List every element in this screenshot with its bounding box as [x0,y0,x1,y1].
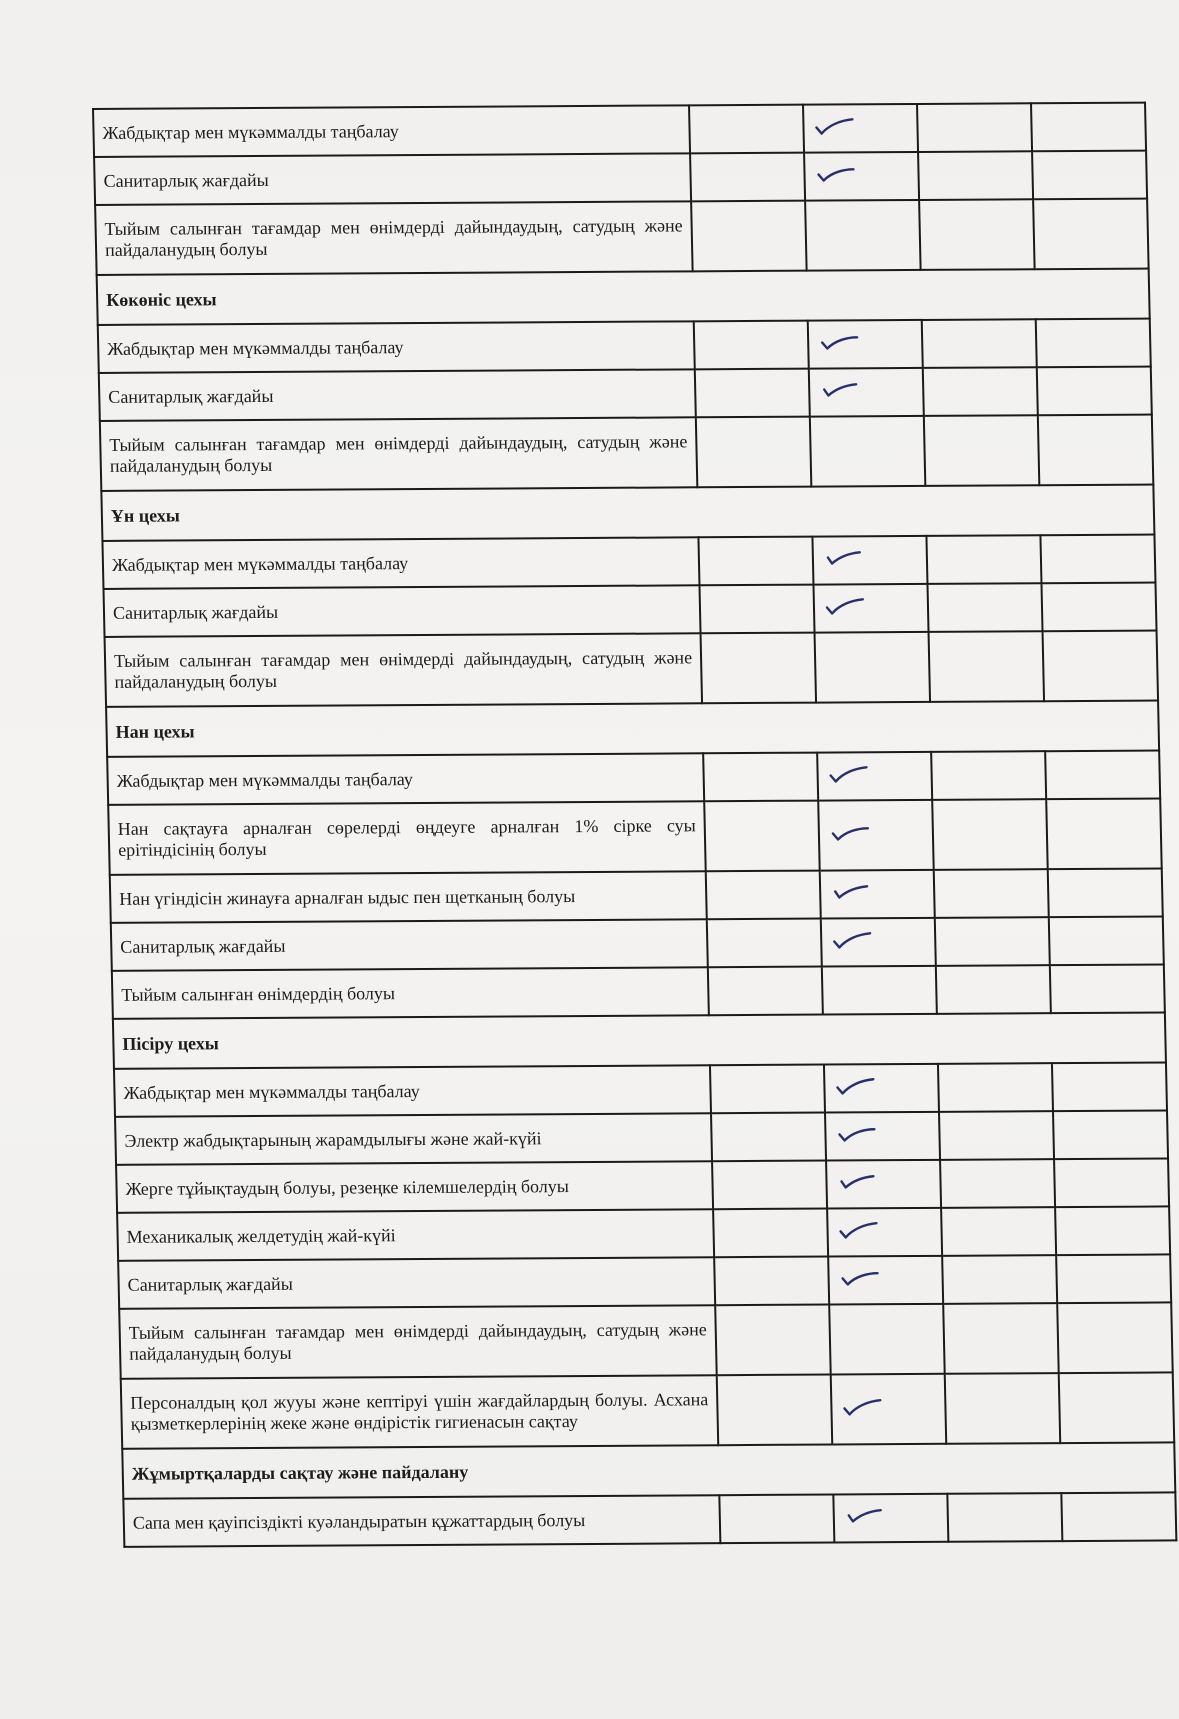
check-cell-4[interactable] [1061,1492,1176,1541]
section-header-row [113,1012,1166,1068]
check-cell-2[interactable] [815,632,931,703]
check-cell-2[interactable] [820,870,935,919]
check-cell-2[interactable] [809,368,924,417]
check-cell-4[interactable] [1036,319,1151,368]
check-cell-1[interactable] [710,1065,825,1114]
check-cell-4[interactable] [1059,1372,1175,1443]
section-title: Пісіру цехы [113,1012,1166,1068]
check-cell-2[interactable] [804,152,919,201]
row-description: Механикалық желдетудің жай-күйі [117,1209,714,1261]
row-description: Санитарлық жағдайы [118,1257,715,1309]
checklist-row [108,798,1162,874]
check-cell-1[interactable] [701,633,817,704]
check-cell-2[interactable] [818,800,934,871]
checklist-row [102,535,1155,589]
checklist-row [110,868,1163,922]
check-cell-3[interactable] [943,1303,1059,1374]
check-cell-3[interactable] [942,1255,1057,1304]
check-cell-1[interactable] [689,105,804,154]
check-cell-1[interactable] [698,537,813,586]
row-description: Жабдықтар мен мүкәммалды таңбалау [98,321,695,373]
checklist-row [100,415,1154,491]
check-cell-3[interactable] [923,367,1038,416]
check-cell-1[interactable] [714,1257,829,1306]
checklist-row [95,199,1149,275]
check-cell-4[interactable] [1038,415,1154,486]
checkmark-icon [834,1123,878,1145]
check-cell-2[interactable] [822,966,937,1015]
checkmark-icon [843,1505,887,1527]
check-cell-1[interactable] [690,153,805,202]
check-cell-3[interactable] [939,1111,1054,1160]
checklist-row [114,1062,1167,1116]
row-description: Тыйым салынған өнімдердің болуы [112,967,709,1019]
checkmark-icon [833,1075,877,1097]
row-description: Санитарлық жағдайы [111,919,708,971]
check-cell-2[interactable] [833,1494,948,1543]
row-description: Тыйым салынған тағамдар мен өнімдерді дайындаудың, сатудың және пайдаланудың болуы [119,1305,717,1379]
check-cell-1[interactable] [719,1494,834,1543]
check-cell-3[interactable] [917,103,1032,152]
check-cell-1[interactable] [691,201,807,272]
checklist-row [107,750,1160,804]
row-description: Тыйым салынған тағамдар мен өнімдерді дайындаудың, сатудың және пайдаланудың болуы [105,633,703,707]
row-description: Санитарлық жағдайы [99,369,696,421]
checklist-row [93,103,1146,157]
check-cell-1[interactable] [694,321,809,370]
check-cell-3[interactable] [932,799,1048,870]
check-cell-4[interactable] [1033,199,1149,270]
checkmark-icon [817,331,861,353]
check-cell-2[interactable] [808,320,923,369]
row-description: Жабдықтар мен мүкәммалды таңбалау [93,105,690,157]
checklist-row [116,1158,1169,1212]
check-cell-2[interactable] [812,536,927,585]
check-cell-4[interactable] [1043,631,1159,702]
check-cell-1[interactable] [703,753,818,802]
check-cell-1[interactable] [712,1161,827,1210]
check-cell-4[interactable] [1032,151,1147,200]
check-cell-1[interactable] [711,1113,826,1162]
check-cell-2[interactable] [805,200,921,271]
checkmark-icon [837,1267,881,1289]
check-cell-2[interactable] [831,1374,947,1445]
check-cell-4[interactable] [1040,535,1155,584]
check-cell-3[interactable] [929,631,1045,702]
check-cell-1[interactable] [707,919,822,968]
checklist-row [121,1372,1175,1448]
checkmark-icon [828,822,872,844]
check-cell-1[interactable] [699,585,814,634]
check-cell-4[interactable] [1041,583,1156,632]
checklist-row [103,583,1156,637]
check-cell-4[interactable] [1056,1254,1171,1303]
check-cell-2[interactable] [821,918,936,967]
row-description: Санитарлық жағдайы [94,153,691,205]
section-title: Нан цехы [106,700,1159,756]
row-description: Нан үгіндісін жинауға арналған ыдыс пен щетканың болуы [110,871,707,923]
checklist-sheet [92,102,1123,1548]
check-cell-4[interactable] [1054,1158,1169,1207]
check-cell-3[interactable] [940,1159,1055,1208]
checkmark-icon [840,1396,884,1418]
checkmark-icon [823,595,867,617]
checklist-row [119,1302,1173,1378]
checkmark-icon [812,115,856,137]
check-cell-2[interactable] [813,584,928,633]
check-cell-1[interactable] [717,1375,833,1446]
row-description: Сапа мен қауіпсіздікті куәландыратын құжаттардың болуы [123,1495,720,1547]
checklist-row [105,631,1159,707]
checklist-row [112,964,1165,1018]
check-cell-3[interactable] [926,535,1041,584]
check-cell-3[interactable] [941,1207,1056,1256]
section-header-row [97,269,1150,325]
check-cell-3[interactable] [938,1063,1053,1112]
checklist-row [98,319,1151,373]
check-cell-4[interactable] [1031,103,1146,152]
checkmark-icon [826,763,870,785]
checkmark-icon [835,1171,879,1193]
check-cell-4[interactable] [1037,367,1152,416]
checklist-row [123,1492,1176,1546]
checkmark-icon [813,163,857,185]
check-cell-2[interactable] [828,1256,943,1305]
check-cell-3[interactable] [945,1373,1061,1444]
check-cell-4[interactable] [1045,750,1160,799]
section-title: Көкөніс цехы [97,269,1150,325]
check-cell-1[interactable] [708,967,823,1016]
check-cell-3[interactable] [936,965,1051,1014]
row-description: Тыйым салынған тағамдар мен өнімдерді дайындаудың, сатудың және пайдаланудың болуы [100,417,698,491]
row-description: Жерге тұйықтаудың болуы, резеңке кілемшелердің болуы [116,1161,713,1213]
check-cell-3[interactable] [931,751,1046,800]
section-header-row [122,1442,1175,1498]
checklist-row [111,916,1164,970]
check-cell-4[interactable] [1052,1062,1167,1111]
checklist-body [93,103,1176,1547]
row-description: Нан сақтауға арналған сөрелерді өңдеуге арналған 1% сірке суы ерітіндісінің болуы [108,801,706,875]
checklist-row [115,1110,1168,1164]
section-title: Жұмыртқаларды сақтау және пайдалану [122,1442,1175,1498]
check-cell-1[interactable] [715,1305,831,1376]
check-cell-3[interactable] [927,583,1042,632]
check-cell-4[interactable] [1049,916,1164,965]
row-description: Жабдықтар мен мүкәммалды таңбалау [102,537,699,589]
check-cell-4[interactable] [1050,964,1165,1013]
check-cell-1[interactable] [695,369,810,418]
check-cell-2[interactable] [827,1208,942,1257]
checkmark-icon [818,379,862,401]
check-cell-4[interactable] [1055,1206,1170,1255]
check-cell-1[interactable] [696,417,812,488]
checkmark-icon [822,547,866,569]
checklist-row [94,151,1147,205]
check-cell-3[interactable] [924,415,1040,486]
checkmark-icon [829,881,873,903]
row-description: Электр жабдықтарының жарамдылығы және жай-күйі [115,1113,712,1165]
check-cell-2[interactable] [810,416,926,487]
check-cell-1[interactable] [704,801,820,872]
row-description: Санитарлық жағдайы [103,585,700,637]
checkmark-icon [830,929,874,951]
section-title: Ұн цехы [101,485,1154,541]
checklist-row [118,1254,1171,1308]
check-cell-2[interactable] [825,1112,940,1161]
row-description: Персоналдың қол жууы және кептіруі үшін жағдайлардың болуы. Асхана қызметкерлерінің жеке және өндірістік гигиенасын сақтау [121,1375,719,1449]
check-cell-3[interactable] [918,151,1033,200]
check-cell-4[interactable] [1057,1302,1173,1373]
check-cell-2[interactable] [824,1064,939,1113]
check-cell-3[interactable] [934,869,1049,918]
row-description: Жабдықтар мен мүкәммалды таңбалау [114,1065,711,1117]
check-cell-3[interactable] [922,319,1037,368]
check-cell-1[interactable] [713,1209,828,1258]
check-cell-1[interactable] [706,871,821,920]
check-cell-2[interactable] [829,1304,945,1375]
section-header-row [101,485,1154,541]
inspection-checklist-table [92,102,1177,1548]
checklist-row [99,367,1152,421]
check-cell-3[interactable] [919,199,1035,270]
checkmark-icon [836,1219,880,1241]
check-cell-4[interactable] [1048,868,1163,917]
check-cell-4[interactable] [1046,798,1162,869]
row-description: Жабдықтар мен мүкәммалды таңбалау [107,753,704,805]
section-header-row [106,700,1159,756]
check-cell-3[interactable] [947,1493,1062,1542]
check-cell-2[interactable] [817,752,932,801]
check-cell-4[interactable] [1053,1110,1168,1159]
checklist-row [117,1206,1170,1260]
check-cell-3[interactable] [935,917,1050,966]
check-cell-2[interactable] [803,104,918,153]
row-description: Тыйым салынған тағамдар мен өнімдерді дайындаудың, сатудың және пайдаланудың болуы [95,201,693,275]
check-cell-2[interactable] [826,1160,941,1209]
